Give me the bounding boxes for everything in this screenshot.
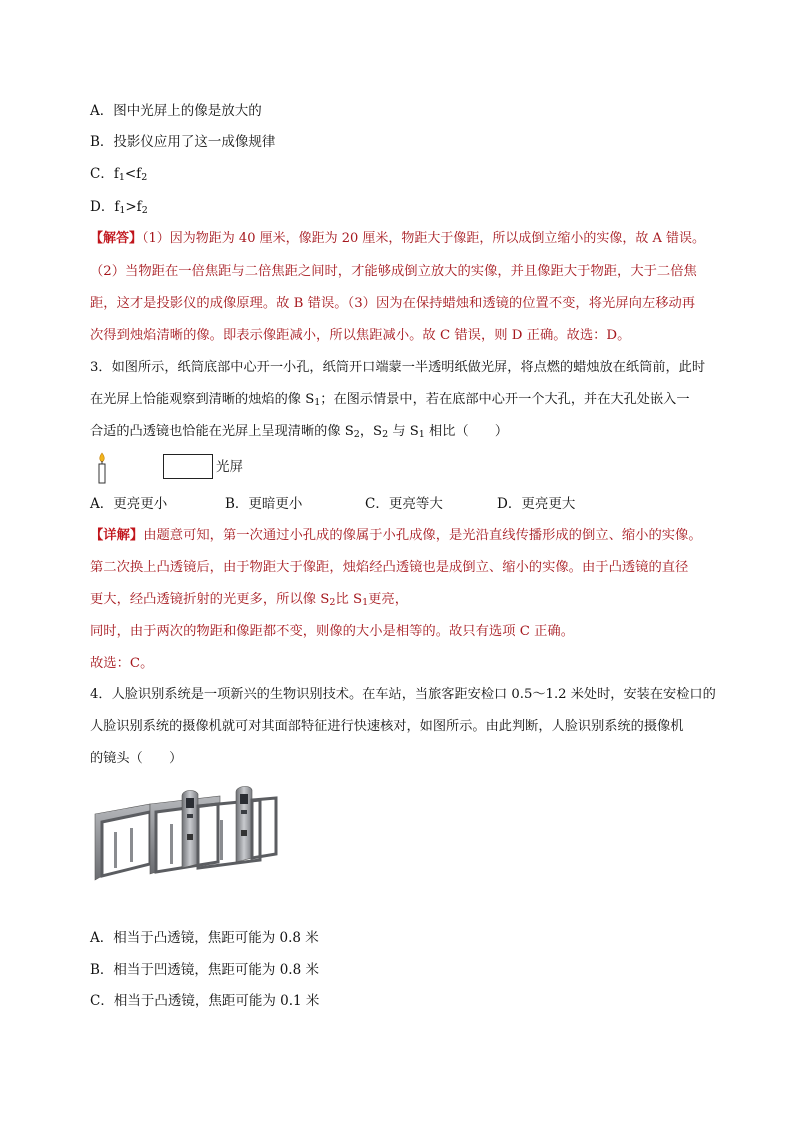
security-gate-image: [90, 784, 282, 888]
q4-stem-line-2: 人脸识别系统的摄像机就可对其面部特征进行快速核对，如图所示。由此判断，人脸识别系统的摄像机: [90, 719, 684, 734]
q3-stem-line-1: 3．如图所示，纸筒底部中心开一小孔，纸筒开口端蒙一半透明纸做光屏，将点燃的蜡烛放在纸筒前，此时: [90, 360, 706, 375]
q4-stem-line-3: 的镜头（ ）: [90, 751, 183, 766]
q3-detail-line-5: 故选：C。: [90, 656, 154, 671]
q3-stem-text: 相比（ ）: [424, 424, 509, 439]
screen-label: 光屏: [216, 459, 243, 475]
q3-detail-line-4: 同时，由于两次的物距和像距都不变，则像的大小是相等的。故只有选项 C 正确。: [90, 624, 575, 639]
q4-option-a[interactable]: A．相当于凸透镜，焦距可能为 0.8 米: [90, 930, 319, 946]
q3-stem-text: 合适的凸透镜也恰能在光屏上呈现清晰的像 S: [90, 424, 354, 439]
q3-detail-text: 更亮，: [368, 592, 409, 607]
q4-stem-line-1: 4．人脸识别系统是一项新兴的生物识别技术。在车站，当旅客距安检口 0.5～1.2 米处时，安装在安检口的: [90, 687, 716, 702]
q2-option-d-text: D．f: [90, 199, 120, 215]
subscript: 2: [141, 205, 148, 216]
q2-answer-line-4: 次得到烛焰清晰的像。即表示像距减小，所以焦距减小。故 C 错误，则 D 正确。故选：D。: [90, 328, 631, 343]
q3-detail-line-3: [90, 590, 408, 610]
q3-detail-text: 比 S: [335, 592, 363, 607]
q4-option-c[interactable]: C．相当于凸透镜，焦距可能为 0.1 米: [90, 993, 320, 1009]
q2-option-a[interactable]: [90, 101, 262, 121]
q3-option-d[interactable]: D．更亮更大: [497, 496, 576, 512]
q3-stem-line-3: [90, 422, 508, 442]
q3-detail-line-2: 第二次换上凸透镜后，由于物距大于像距，烛焰经凸透镜也是成倒立、缩小的实像。由于凸透镜的直径: [90, 560, 689, 575]
q2-option-a-text: A．图中光屏上的像是放大的: [90, 103, 262, 119]
subscript: 2: [353, 429, 360, 440]
subscript: 2: [329, 597, 336, 608]
q2-option-b[interactable]: [90, 132, 275, 152]
q3-option-c[interactable]: C．更亮等大: [365, 496, 443, 512]
subscript: 1: [314, 397, 321, 408]
q3-detail-text-1: 由题意可知，第一次通过小孔成的像属于小孔成像，是光沿直线传播形成的倒立、缩小的实像。: [143, 528, 702, 543]
q2-answer-text-1: （1）因为物距为 40 厘米，像距为 20 厘米，物距大于像距，所以成倒立缩小的实像，故 A 错误。: [142, 231, 706, 246]
q3-stem-line-2: [90, 390, 690, 410]
q2-answer-line-2: （2）当物距在一倍焦距与二倍焦距之间时，才能够成倒立放大的实像，并且像距大于物距，大于二倍焦: [90, 264, 697, 279]
q2-option-c[interactable]: [90, 164, 147, 184]
answer-tag: 【解答】: [90, 231, 143, 246]
subscript: 1: [118, 172, 125, 183]
q3-stem-text: 与 S: [388, 424, 419, 439]
q2-answer-line-1: [90, 229, 705, 249]
q3-option-a[interactable]: A．更亮更小: [90, 496, 168, 512]
q2-answer-line-3: 距，这才是投影仪的成像原理。故 B 错误。（3）因为在保持蜡烛和透镜的位置不变，将光屏向左移动再: [90, 296, 696, 311]
q2-option-c-text: C．f: [90, 166, 119, 182]
candle-icon: [96, 452, 108, 484]
detail-tag: 【详解】: [90, 528, 144, 543]
q2-option-d-relation: >f: [125, 199, 142, 215]
subscript: 2: [382, 429, 389, 440]
q2-option-b-text: B．投影仪应用了这一成像规律: [90, 134, 276, 150]
paper-tube-screen: [163, 454, 213, 479]
q3-stem-text: ，S: [359, 424, 383, 439]
q3-option-b[interactable]: B．更暗更小: [225, 496, 303, 512]
q3-stem-text: ；在图示情景中，若在底部中心开一个大孔，并在大孔处嵌入一: [320, 392, 690, 407]
q4-option-b[interactable]: B．相当于凹透镜，焦距可能为 0.8 米: [90, 962, 319, 978]
q3-detail-text: 更大，经凸透镜折射的光更多，所以像 S: [90, 592, 330, 607]
subscript: 1: [362, 597, 369, 608]
q2-option-c-relation: <f: [124, 166, 142, 182]
q3-detail-line-1: [90, 526, 702, 546]
q2-option-d[interactable]: [90, 197, 148, 217]
subscript: 2: [141, 172, 148, 183]
q3-stem-text: 在光屏上恰能观察到清晰的烛焰的像 S: [90, 392, 315, 407]
subscript: 1: [119, 205, 126, 216]
subscript: 1: [418, 429, 425, 440]
